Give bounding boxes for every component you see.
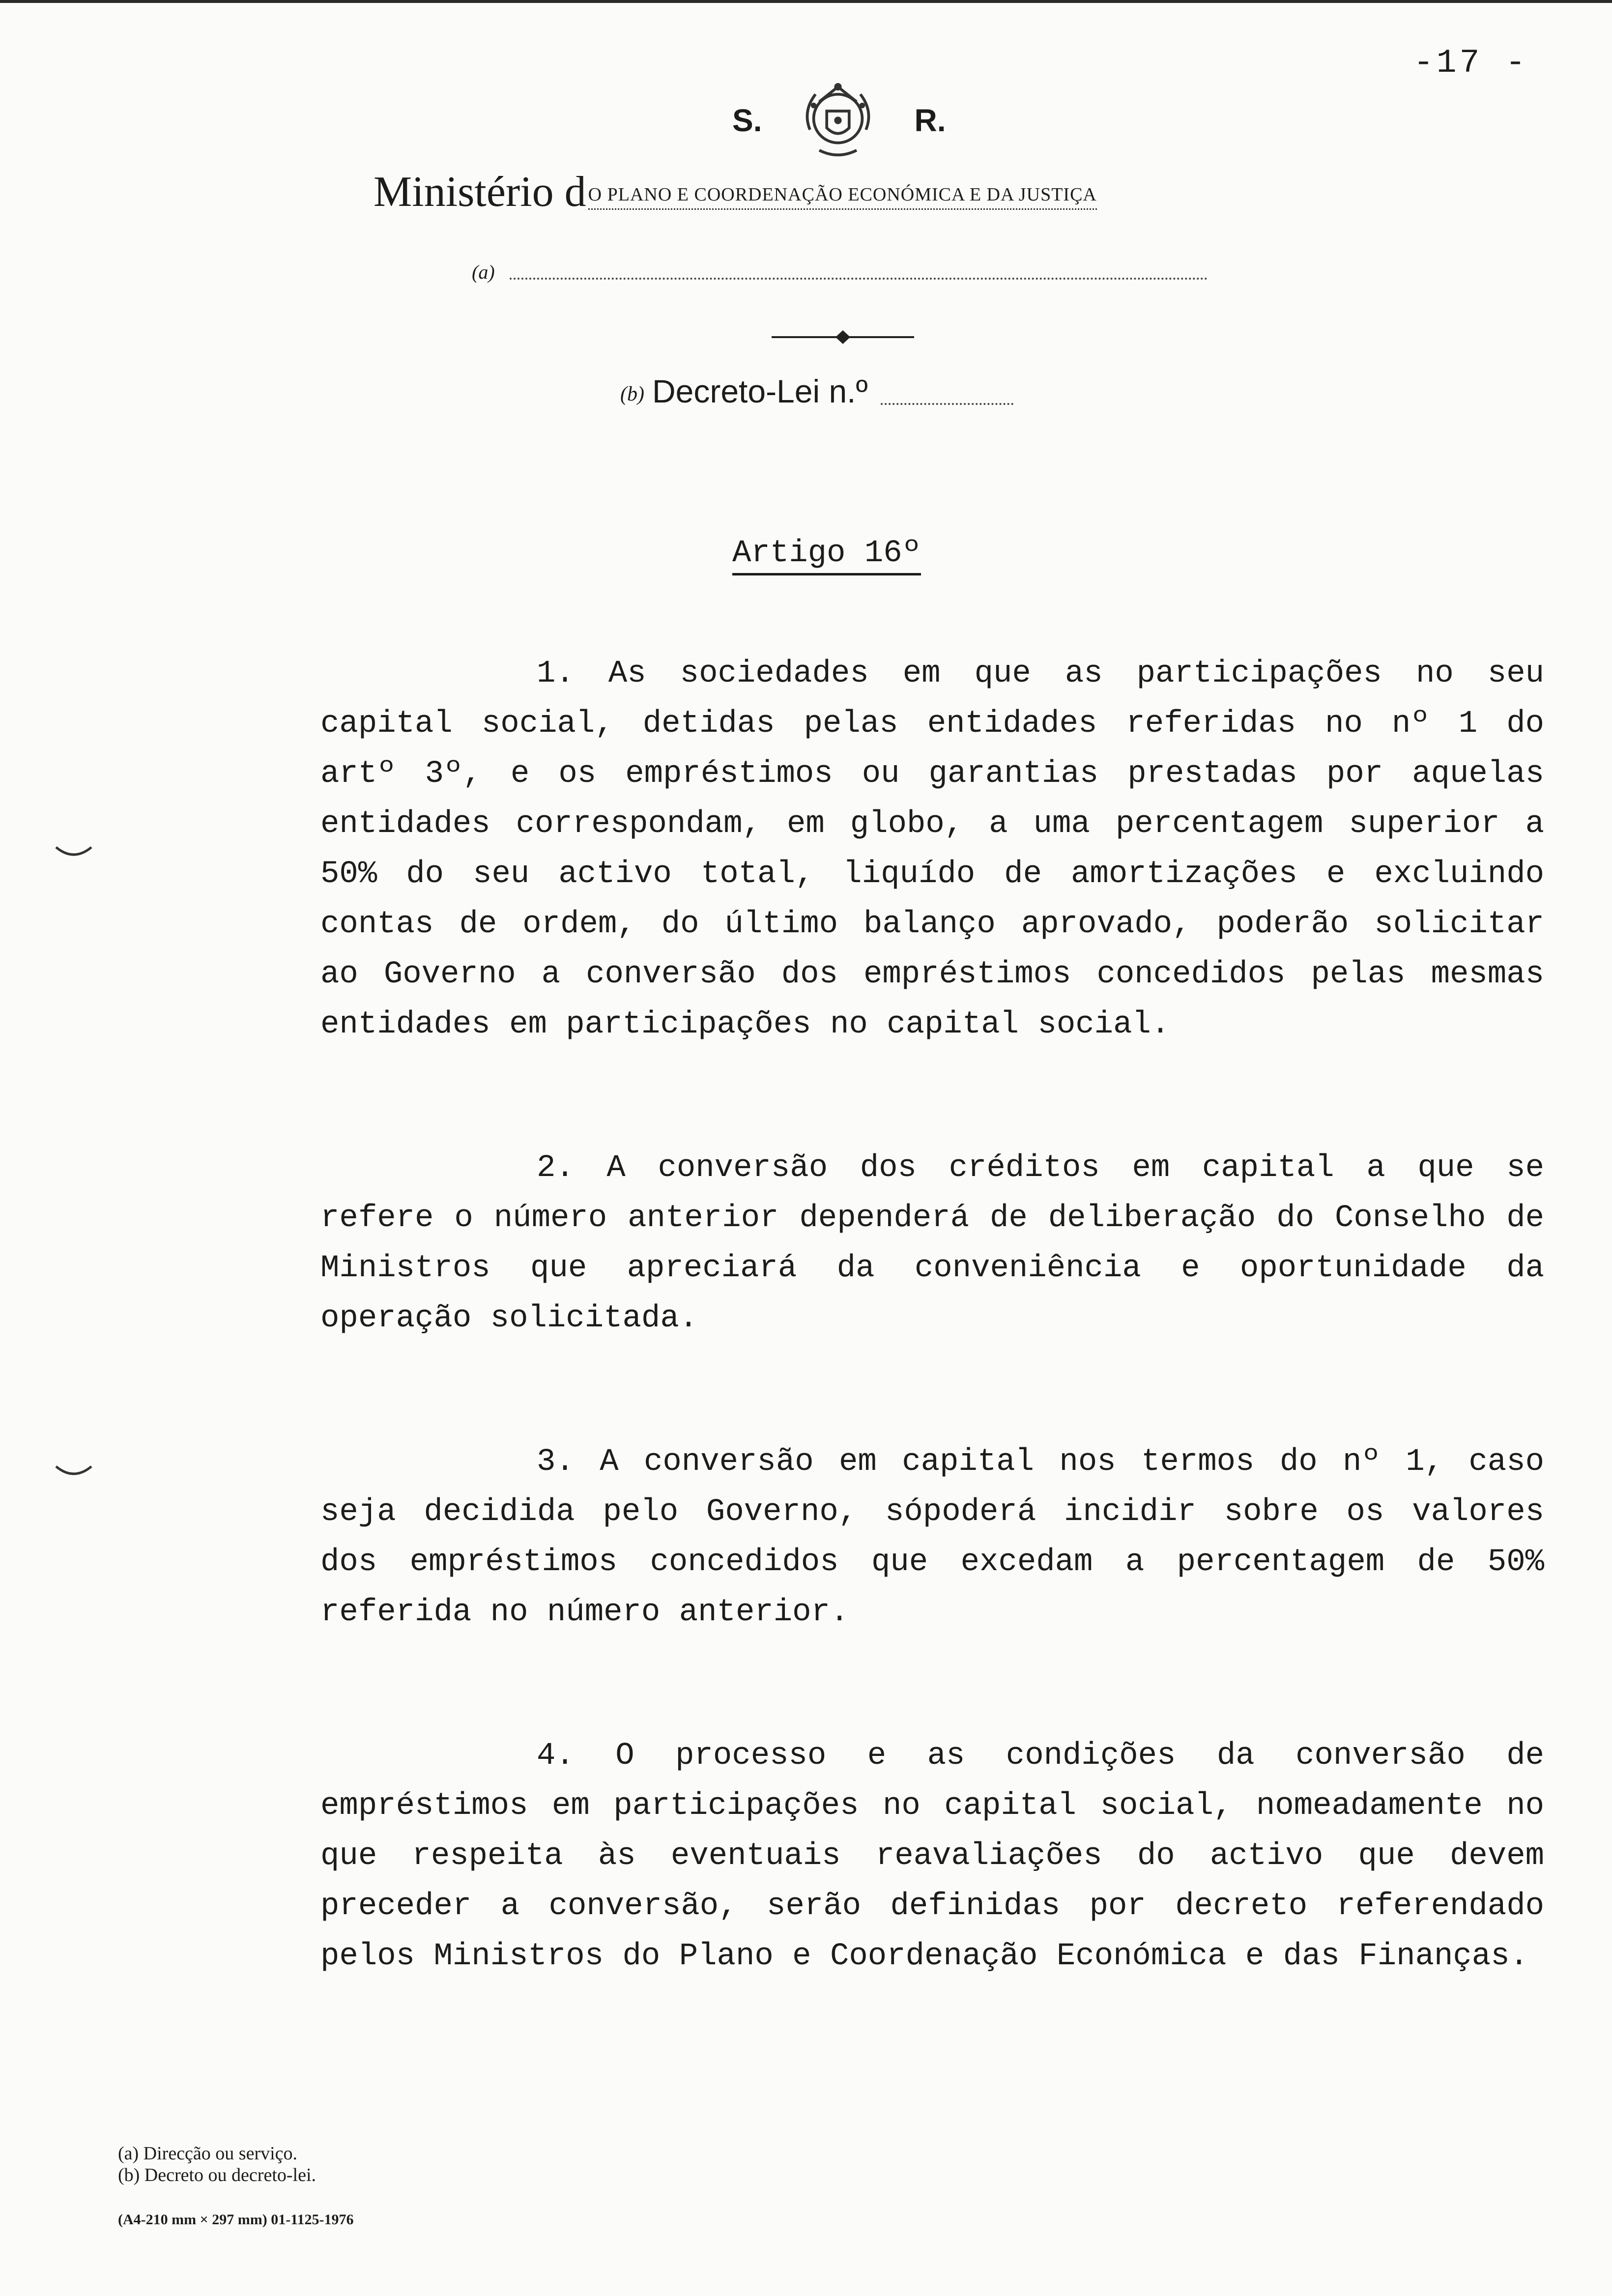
divider-ornament [772, 328, 914, 346]
paragraph-1: 1. As sociedades em que as participações no seu capital social, detidas pelas entidades referidas no nº 1 do artº 3º, e os empréstimos ou garantias prestadas por aquelas entidades correspondam, em globo, a uma percentagem superior a 50% do seu activo total, liquído de amortizações e excluindo contas de ordem, do último balanço aprovado, poderão solicitar ao Governo a conversão dos empréstimos concedidos pelas mesmas entidades em participações no capital social. [320, 656, 1544, 1042]
service-dotted-field [510, 278, 1208, 280]
ministry-heading [374, 167, 1097, 217]
decree-number-field [881, 403, 1013, 405]
s-letter: S. [732, 103, 762, 138]
footnote-a: (a) Direcção ou serviço. [118, 2143, 298, 2164]
footnotes [118, 2143, 316, 2186]
footnote-b: (b) Decreto ou decreto-lei. [118, 2165, 317, 2185]
paragraph-4: 4. O processo e as condições da conversão de empréstimos em participações no capital social, nomeadamente no que respeita às eventuais reavaliações do activo que devem preceder a conversão, serão definidas por decreto referendado pelos Ministros do Plano e Coordenação Económica e das Finanças. [320, 1738, 1544, 1974]
decree-line [620, 373, 1013, 410]
coat-of-arms-icon [791, 74, 885, 167]
ministry-word: Ministério d [374, 168, 586, 216]
service-line [472, 260, 1208, 284]
print-code: (A4-210 mm × 297 mm) 01-1125-1976 [118, 2211, 354, 2228]
paragraph-3: 3. A conversão em capital nos termos do nº 1, caso seja decidida pelo Governo, sópoderá incidir sobre os valores dos empréstimos concedidos que excedam a percentagem de 50% referida no número anterior. [320, 1444, 1544, 1630]
letterhead-emblem-row [732, 74, 946, 167]
article-body [320, 649, 1544, 2075]
punch-hole-mark [54, 1464, 93, 1479]
page-number: -17 - [1413, 44, 1528, 82]
ministry-name: O PLANO E COORDENAÇÃO ECONÓMICA E DA JUSTIÇA [588, 184, 1097, 210]
label-a: (a) [472, 261, 495, 283]
r-letter: R. [914, 103, 946, 138]
article-title: Artigo 16º [732, 536, 921, 575]
label-b: (b) [620, 383, 644, 405]
decree-label: Decreto-Lei n.º [652, 373, 868, 409]
punch-hole-mark [54, 845, 93, 860]
top-border-line [0, 0, 1612, 3]
paragraph-2: 2. A conversão dos créditos em capital a que se refere o número anterior dependerá de deliberação do Conselho de Ministros que apreciará da conveniência e oportunidade da operação solicitada. [320, 1150, 1544, 1336]
